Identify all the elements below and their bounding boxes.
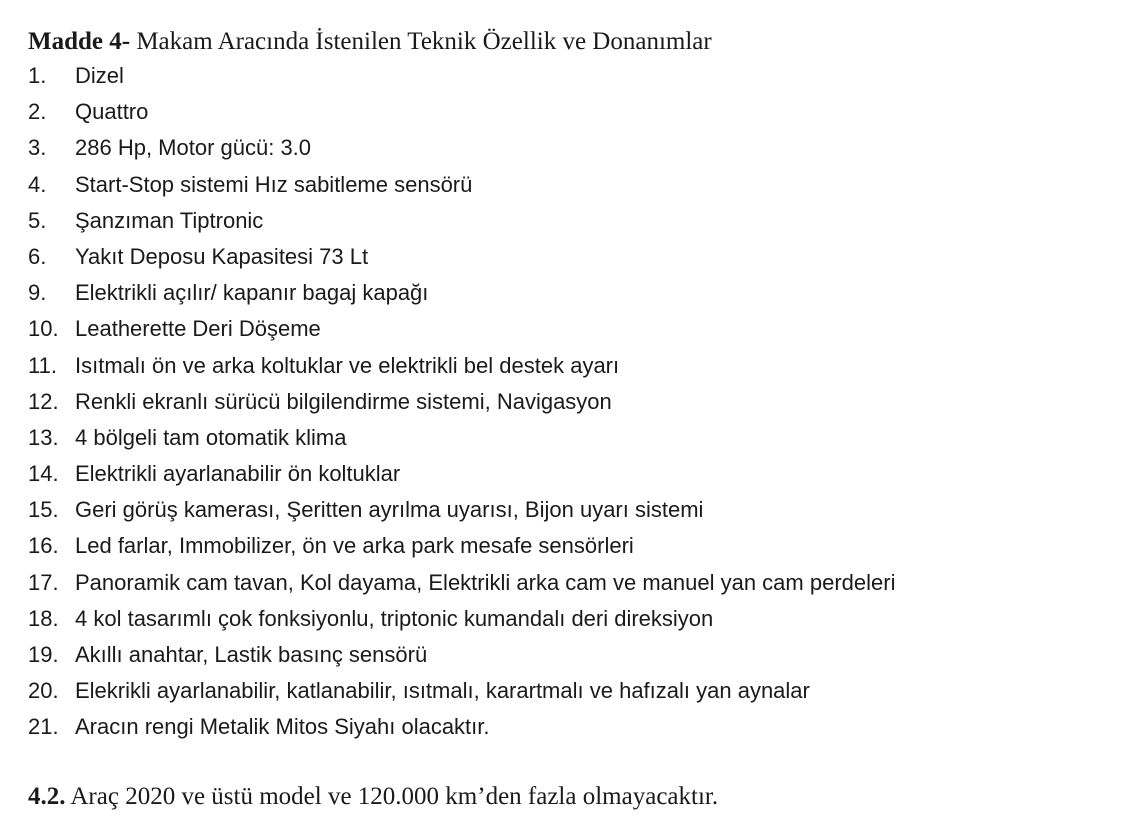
list-item-text: Start-Stop sistemi Hız sabitleme sensörü bbox=[75, 171, 473, 197]
list-item-number: 13. bbox=[28, 424, 59, 450]
list-item-text: Leatherette Deri Döşeme bbox=[75, 316, 321, 342]
spec-list bbox=[28, 58, 895, 746]
list-item-number: 10. bbox=[28, 316, 59, 342]
list-item-number: 3. bbox=[28, 135, 47, 161]
list-item-number: 6. bbox=[28, 243, 47, 269]
clause-4-2 bbox=[28, 783, 718, 811]
article-label: Madde 4- bbox=[28, 28, 131, 55]
list-item-text: Panoramik cam tavan, Kol dayama, Elektrikli arka cam ve manuel yan cam perdeleri bbox=[75, 569, 896, 595]
list-item-text: Elekrikli ayarlanabilir, katlanabilir, ısıtmalı, karartmalı ve hafızalı yan aynalar bbox=[75, 678, 810, 704]
list-item bbox=[28, 311, 895, 347]
list-item-text: 4 kol tasarımlı çok fonksiyonlu, triptonic kumandalı deri direksiyon bbox=[75, 605, 714, 631]
list-item-number: 14. bbox=[28, 461, 59, 487]
list-item-text: Dizel bbox=[75, 63, 124, 88]
list-item bbox=[28, 239, 895, 275]
list-item-text: Renkli ekranlı sürücü bilgilendirme sistemi, Navigasyon bbox=[75, 388, 612, 414]
list-item bbox=[28, 601, 895, 637]
list-item-number: 11. bbox=[28, 352, 57, 378]
list-item bbox=[28, 58, 895, 94]
list-item bbox=[28, 348, 895, 384]
list-item-number: 19. bbox=[28, 642, 59, 667]
list-item-number: 20. bbox=[28, 678, 59, 704]
list-item bbox=[28, 130, 895, 166]
list-item bbox=[28, 420, 895, 456]
list-item-number: 4. bbox=[28, 171, 47, 197]
list-item bbox=[28, 565, 895, 601]
list-item-text: 4 bölgeli tam otomatik klima bbox=[75, 424, 347, 450]
clause-text: Araç 2020 ve üstü model ve 120.000 km’den fazla olmayacaktır. bbox=[70, 783, 719, 810]
list-item bbox=[28, 275, 895, 311]
list-item bbox=[28, 709, 895, 745]
list-item bbox=[28, 673, 895, 709]
list-item bbox=[28, 203, 895, 239]
list-item-text: Yakıt Deposu Kapasitesi 73 Lt bbox=[75, 243, 369, 269]
list-item bbox=[28, 528, 895, 564]
article-title: Makam Aracında İstenilen Teknik Özellik ve Donanımlar bbox=[136, 28, 712, 55]
list-item-number: 21. bbox=[28, 714, 59, 740]
list-item-number: 12. bbox=[28, 388, 59, 414]
list-item-number: 2. bbox=[28, 99, 47, 125]
list-item-number: 18. bbox=[28, 605, 59, 631]
list-item-number: 1. bbox=[28, 63, 47, 88]
list-item-number: 16. bbox=[28, 533, 59, 559]
list-item-text: Akıllı anahtar, Lastik basınç sensörü bbox=[75, 642, 428, 667]
list-item bbox=[28, 167, 895, 203]
list-item-text: Quattro bbox=[75, 99, 149, 125]
list-item-text: Elektrikli açılır/ kapanır bagaj kapağı bbox=[75, 280, 429, 306]
list-item bbox=[28, 637, 895, 673]
list-item bbox=[28, 456, 895, 492]
list-item-number: 9. bbox=[28, 280, 47, 306]
clause-number: 4.2. bbox=[28, 783, 66, 810]
list-item-text: Isıtmalı ön ve arka koltuklar ve elektrikli bel destek ayarı bbox=[75, 352, 620, 378]
list-item-number: 5. bbox=[28, 207, 47, 233]
list-item-text: Elektrikli ayarlanabilir ön koltuklar bbox=[75, 461, 401, 487]
list-item-text: 286 Hp, Motor gücü: 3.0 bbox=[75, 135, 312, 161]
list-item-text: Şanzıman Tiptronic bbox=[75, 207, 264, 233]
list-item bbox=[28, 384, 895, 420]
list-item-number: 17. bbox=[28, 569, 59, 595]
list-item-text: Geri görüş kamerası, Şeritten ayrılma uyarısı, Bijon uyarı sistemi bbox=[75, 497, 704, 523]
list-item-number: 15. bbox=[28, 497, 59, 523]
article-heading bbox=[28, 28, 712, 56]
list-item bbox=[28, 94, 895, 130]
list-item bbox=[28, 492, 895, 528]
list-item-text: Aracın rengi Metalik Mitos Siyahı olacaktır. bbox=[75, 714, 490, 740]
list-item-text: Led farlar, Immobilizer, ön ve arka park mesafe sensörleri bbox=[75, 533, 634, 559]
